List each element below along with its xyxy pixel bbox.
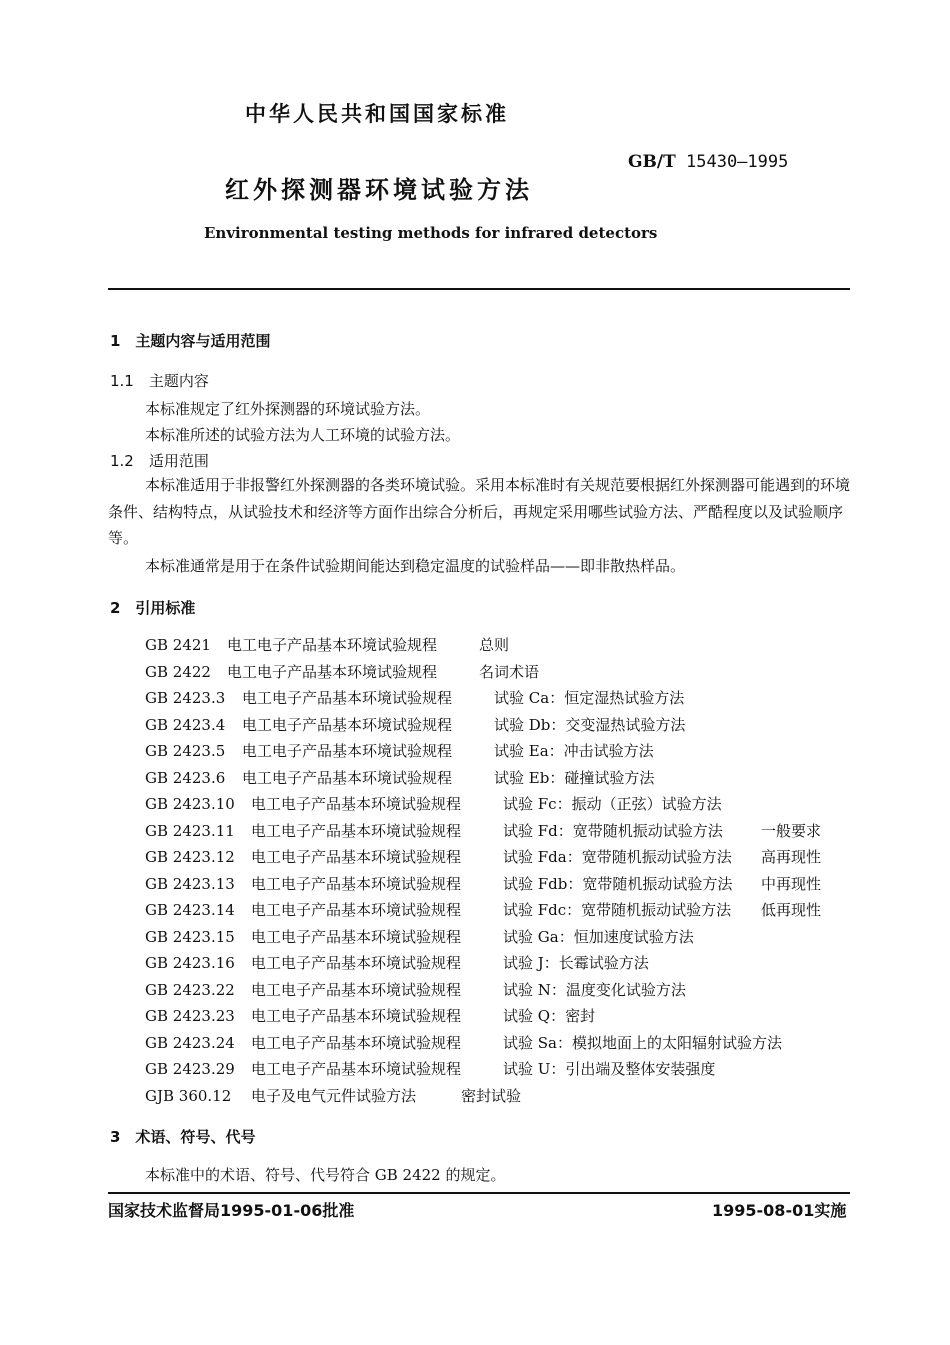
reference-item <box>145 846 861 867</box>
reference-test: 试验 Ea：冲击试验方法 <box>494 742 654 760</box>
reference-item <box>145 767 934 788</box>
reference-title: 电工电子产品基本环境试验规程 <box>251 901 462 919</box>
reference-test: 试验 Fdc：宽带随机振动试验方法 <box>503 901 732 919</box>
reference-code: GJB 360.12 <box>145 1086 232 1105</box>
reference-item <box>145 1058 943 1079</box>
reference-title: 电工电子产品基本环境试验规程 <box>251 927 462 946</box>
reference-title: 电工电子产品基本环境试验规程 <box>251 980 462 999</box>
reference-test: 试验 Fc：振动（正弦）试验方法 <box>503 795 722 813</box>
reference-scope: 低再现性 <box>761 901 822 919</box>
reference-title: 电工电子产品基本环境试验规程 <box>242 715 453 734</box>
reference-code: GB 2423.24 <box>145 1033 235 1052</box>
reference-code: GB 2423.3 <box>145 689 226 707</box>
reference-item <box>145 634 919 655</box>
document-title-cn: 红外探测器环境试验方法 <box>225 176 533 204</box>
top-rule <box>108 288 850 290</box>
reference-title: 电工电子产品基本环境试验规程 <box>251 821 462 840</box>
reference-item <box>145 740 934 761</box>
reference-item <box>145 1005 943 1026</box>
reference-code: GB 2423.4 <box>145 715 226 734</box>
reference-item <box>145 687 934 708</box>
document-title-en: Environmental testing methods for infrared detectors <box>204 224 658 242</box>
reference-item <box>145 1032 943 1053</box>
reference-code: GB 2423.15 <box>145 927 235 946</box>
reference-test: 试验 Fd：宽带随机振动试验方法 <box>503 821 723 840</box>
reference-code: GB 2422 <box>145 662 211 681</box>
section-1-2-heading: 1.2 适用范围 <box>110 452 209 470</box>
national-standard-title: 中华人民共和国国家标准 <box>245 102 509 126</box>
section-1-2-para-2: 本标准通常是用于在条件试验期间能达到稳定温度的试验样品——即非散热样品。 <box>145 557 686 575</box>
approval-date: 国家技术监督局1995-01-06批准 <box>108 1201 355 1220</box>
reference-code: GB 2423.16 <box>145 954 235 972</box>
reference-item <box>145 714 934 735</box>
reference-item <box>145 661 919 682</box>
reference-title: 电工电子产品基本环境试验规程 <box>242 768 453 787</box>
reference-test: 试验 Eb：碰撞试验方法 <box>494 768 655 787</box>
section-3-para-1: 本标准中的术语、符号、代号符合 GB 2422 的规定。 <box>145 1166 506 1184</box>
reference-code: GB 2423.23 <box>145 1007 235 1025</box>
reference-title: 电工电子产品基本环境试验规程 <box>227 662 438 681</box>
reference-scope: 中再现性 <box>761 874 822 893</box>
reference-test: 试验 Db：交变湿热试验方法 <box>494 715 686 734</box>
reference-item <box>145 926 943 947</box>
reference-title: 电工电子产品基本环境试验规程 <box>251 874 462 893</box>
reference-item <box>145 899 861 920</box>
reference-test: 试验 Fdb：宽带随机振动试验方法 <box>503 874 733 893</box>
reference-test: 试验 Ca：恒定湿热试验方法 <box>494 689 685 707</box>
reference-code: GB 2423.14 <box>145 901 235 919</box>
reference-scope: 一般要求 <box>761 821 822 840</box>
reference-title: 电子及电气元件试验方法 <box>251 1086 417 1105</box>
reference-test: 试验 Ga：恒加速度试验方法 <box>503 927 694 946</box>
reference-code: GB 2423.12 <box>145 848 235 866</box>
section-1-heading: 1 主题内容与适用范围 <box>110 332 271 350</box>
reference-item <box>145 952 943 973</box>
reference-item <box>145 820 861 841</box>
reference-code: GB 2423.13 <box>145 874 235 893</box>
reference-code: GB 2423.6 <box>145 768 226 787</box>
section-1-1-heading: 1.1 主题内容 <box>110 372 209 390</box>
reference-title: 电工电子产品基本环境试验规程 <box>242 742 453 760</box>
reference-scope: 高再现性 <box>761 848 822 866</box>
section-2-heading: 2 引用标准 <box>110 599 196 617</box>
reference-title: 电工电子产品基本环境试验规程 <box>251 1060 462 1078</box>
reference-title: 电工电子产品基本环境试验规程 <box>251 1007 462 1025</box>
section-1-2-para-1: 本标准适用于非报警红外探测器的各类环境试验。采用本标准时有关规范要根据红外探测器可能遇到的环境条件、结构特点，从试验技术和经济等方面作出综合分析后，再规定采用哪些试验方法、严酷程度以及试验顺序等。 <box>108 476 851 547</box>
implementation-date: 1995-08-01实施 <box>712 1201 847 1220</box>
reference-test: 试验 Sa：模拟地面上的太阳辐射试验方法 <box>503 1033 782 1052</box>
reference-test: 名词术语 <box>479 662 540 681</box>
standard-number: 15430—1995 <box>686 152 789 172</box>
reference-test: 试验 Fda：宽带随机振动试验方法 <box>503 848 732 866</box>
reference-code: GB 2421 <box>145 636 211 654</box>
reference-code: GB 2423.22 <box>145 980 235 999</box>
reference-item <box>145 793 943 814</box>
reference-title: 电工电子产品基本环境试验规程 <box>251 1033 462 1052</box>
section-1-1-para-2: 本标准所述的试验方法为人工环境的试验方法。 <box>145 426 461 444</box>
reference-code: GB 2423.10 <box>145 795 235 813</box>
reference-test: 试验 N：温度变化试验方法 <box>503 980 686 999</box>
section-3-heading: 3 术语、符号、代号 <box>110 1128 256 1146</box>
reference-item <box>145 873 861 894</box>
standard-code <box>628 152 788 172</box>
reference-test: 密封试验 <box>461 1086 522 1105</box>
reference-test: 总则 <box>479 636 510 654</box>
bottom-rule <box>108 1192 850 1194</box>
reference-item <box>145 1085 901 1106</box>
reference-title: 电工电子产品基本环境试验规程 <box>251 954 462 972</box>
reference-code: GB 2423.11 <box>145 821 235 840</box>
section-1-1-para-1: 本标准规定了红外探测器的环境试验方法。 <box>145 400 431 418</box>
standard-prefix: GB/T <box>628 152 676 172</box>
reference-title: 电工电子产品基本环境试验规程 <box>227 636 438 654</box>
reference-code: GB 2423.29 <box>145 1060 235 1078</box>
reference-title: 电工电子产品基本环境试验规程 <box>242 689 453 707</box>
reference-code: GB 2423.5 <box>145 742 226 760</box>
reference-item <box>145 979 943 1000</box>
reference-test: 试验 U：引出端及整体安装强度 <box>503 1060 716 1078</box>
reference-test: 试验 J：长霉试验方法 <box>503 954 649 972</box>
reference-test: 试验 Q：密封 <box>503 1007 596 1025</box>
reference-title: 电工电子产品基本环境试验规程 <box>251 848 462 866</box>
reference-title: 电工电子产品基本环境试验规程 <box>251 795 462 813</box>
